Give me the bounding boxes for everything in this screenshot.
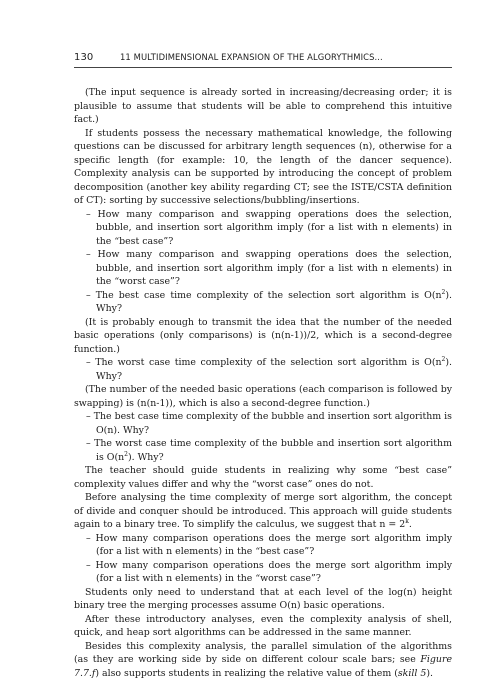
page-header	[74, 52, 452, 68]
paragraph: Students only need to understand that at each level of the log(n) height binary tree the merging processes assume O(n) basic operations.	[74, 586, 452, 611]
paragraph: Before analysing the time complexity of merge sort algorithm, the concept of divide and conquer should be introduced. This approach will guide students again to a binary tree. To simplify the calculus, we suggest that $n = 2^k$.	[74, 492, 452, 530]
paragraph: After these introductory analyses, even the complexity analysis of shell, quick, and heap sort algorithms can be addressed in the same manner.	[74, 613, 452, 638]
list-item: – The best case time complexity of the bubble and insertion sort algorithm is O(n). Why?	[86, 411, 452, 436]
list-item: – How many comparison and swapping operations does the selection, bubble, and insertion sort algorithm imply (for a list with n elements) in the “best case”?	[86, 208, 452, 247]
list-item: – The best case time complexity of the selection sort algorithm is $O(n^2)$. Why?	[86, 288, 452, 314]
list-item: – The worst case time complexity of the bubble and insertion sort algorithm is $O(n^2)$. Why?	[86, 438, 452, 463]
list-item: – How many comparison operations does the merge sort algorithm imply (for a list with n elements) in the “best case”?	[86, 532, 452, 557]
paragraph: (The number of the needed basic operations (each comparison is followed by swapping) is (n(n-1)), which is also a second-degree function.)	[74, 384, 452, 409]
paragraph: Besides this complexity analysis, the parallel simulation of the algorithms (as they are working side by side on different colour scale bars; see Figure 7.7.f) also supports students in realizing the relative value of them (skill 5).	[74, 640, 452, 679]
document-page	[74, 52, 452, 680]
body-text	[74, 86, 452, 680]
skill-reference: skill 5	[397, 667, 427, 679]
running-head: 11 MULTIDIMENSIONAL EXPANSION OF THE ALGORYTHMICS...	[120, 52, 383, 62]
paragraph: If students possess the necessary mathematical knowledge, the following questions can be discussed for arbitrary length sequences (n), otherwise for a specific length (for example: 10, the length of the dancer sequence). Complexity analysis can be supported by introducing the concept of problem decomposition (another key ability regarding CT; see the ISTE/CSTA definition of CT): sorting by successive selections/bubbling/insertions.	[74, 127, 452, 206]
list-item: – How many comparison and swapping operations does the selection, bubble, and insertion sort algorithm imply (for a list with n elements) in the “worst case”?	[86, 249, 452, 287]
page-number: 130	[74, 52, 94, 63]
figure-reference: Figure 7.7.f	[74, 654, 452, 679]
paragraph: The teacher should guide students in realizing why some “best case” complexity values differ and why the “worst case” ones do not.	[74, 465, 452, 490]
paragraph: (The input sequence is already sorted in increasing/decreasing order; it is plausible to assume that students will be able to comprehend this intuitive fact.)	[74, 87, 452, 125]
list-item: – The worst case time complexity of the selection sort algorithm is $O(n^2)$. Why?	[86, 355, 452, 382]
list-item: – How many comparison operations does the merge sort algorithm imply (for a list with n elements) in the “worst case”?	[86, 559, 452, 584]
paragraph: (It is probably enough to transmit the idea that the number of the needed basic operations (only comparisons) is (n(n-1))/2, which is a second-degree function.)	[74, 316, 452, 355]
